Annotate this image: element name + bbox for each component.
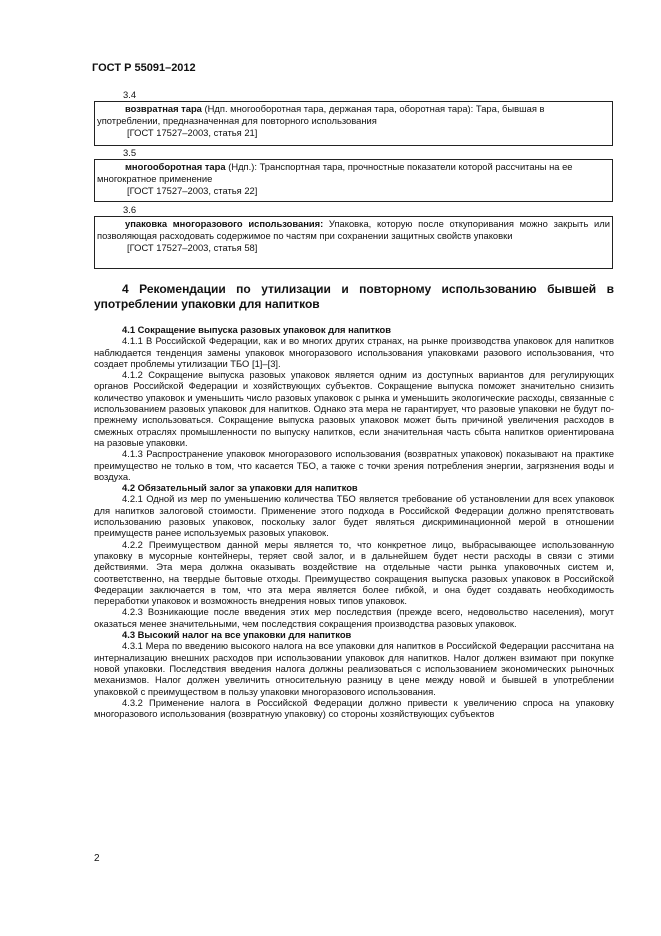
section-title: 4 Рекомендации по утилизации и повторному использованию бывшей в употреблении упаковки для напитков bbox=[94, 282, 614, 311]
term-number: 3.5 bbox=[123, 147, 137, 158]
term-number: 3.4 bbox=[123, 89, 137, 100]
paragraph: 4.3.1 Мера по введению высокого налога на все упаковки для напитков в Российской Федерации рассчитана на интернализацию внешних расходов при использовании упаковок для напитков. Налог должен взимают при покупке новой упаковки. Последствия введения налога должны реализоваться с использованием экономических рыночных механизмов. Налог должен увеличить относительную разницу в цене между новой и бывшей в употреблении упаковкой с преимуществом в пользу упаковки многоразового использования. bbox=[94, 640, 614, 697]
paragraph: 4.2.3 Возникающие после введения этих мер последствия (прежде всего, недовольство населения), могут оказаться менее значительными, чем последствия сокращения производства разовых упаковок. bbox=[94, 606, 614, 629]
document-id-header: ГОСТ Р 55091–2012 bbox=[92, 62, 196, 74]
term-reference: [ГОСТ 17527–2003, статья 21] bbox=[127, 127, 258, 139]
paragraph: 4.1.1 В Российской Федерации, как и во многих других странах, на рынке производства упаковок для напитков наблюдается тенденция замены упаковок многоразового использования упаковками разового использования, что создает проблемы утилизации ТБО [1]–[3]. bbox=[94, 335, 614, 369]
paragraph: 4.1.2 Сокращение выпуска разовых упаковок является одним из доступных вариантов для регулирующих органов Российской Федерации и хозяйствующих субъектов. Сокращение выпуска поможет значительно снизить количество упаковок и уменьшить число разовых упаковок с рынка и уменьшить экологические расходы, связанные с использованием разовых упаковок для напитков. Однако эта мера не гарантирует, что разовые упаковки не будут по-прежнему использоваться. Сокращение выпуска разовых упаковок может быть причиной увеличения расходов в смежных отраслях промышленности по выпуску напитков, если значительная часть сбыта напитков ориентирована на разовые упаковки. bbox=[94, 369, 614, 448]
subsection-heading: 4.3 Высокий налог на все упаковки для напитков bbox=[122, 629, 352, 641]
term-definition-box bbox=[94, 159, 613, 202]
term-name: возвратная тара bbox=[125, 103, 202, 114]
term-definition-text: Упаковка, которую после откупоривания можно закрыть или позволяющая расходовать содержимое по частям при сохранении защитных свойств упаковки bbox=[97, 218, 610, 242]
term-name: многооборотная тара bbox=[125, 161, 226, 172]
body-text bbox=[94, 324, 614, 719]
term-reference: [ГОСТ 17527–2003, статья 58] bbox=[127, 242, 258, 254]
term-definition-text: (Ндп.): Транспортная тара, прочностные показатели которой рассчитаны на ее многократное применение bbox=[97, 161, 573, 185]
term-definition bbox=[97, 218, 610, 242]
term-definition-box bbox=[94, 216, 613, 269]
paragraph: 4.2.2 Преимуществом данной меры является то, что конкретное лицо, выбрасывающее использованную упаковку в мусорные контейнеры, теряет свой залог, и в дальнейшем будет нести расходы в связи с этими действиями. Эта мера должна оказывать воздействие на отдельные части рынка упаковочных систем и, соответственно, на твердые бытовые отходы. Преимущество сокращения выпуска разовых упаковок в Российской Федерации заключается в том, что эта мера является более гибкой, и она будет создавать необходимость переработки упаковок и возможность внедрения новых типов упаковок. bbox=[94, 538, 614, 607]
paragraph: 4.1.3 Распространение упаковок многоразового использования (возвратных упаковок) показывают на практике преимущество не только в том, что касается ТБО, а также с точки зрения потребления энергии, загрязнения воды и воздуха. bbox=[94, 448, 614, 482]
page-number: 2 bbox=[94, 853, 100, 864]
term-definition bbox=[97, 103, 610, 127]
subsection-heading: 4.2 Обязательный залог за упаковки для напитков bbox=[122, 482, 358, 494]
term-definition-box bbox=[94, 101, 613, 146]
subsection-heading: 4.1 Сокращение выпуска разовых упаковок для напитков bbox=[122, 324, 392, 335]
term-definition-text: (Ндп. многооборотная тара, держаная тара, оборотная тара): Тара, бывшая в употреблении, предназначенная для повторного использования bbox=[97, 103, 545, 127]
term-number: 3.6 bbox=[123, 204, 137, 215]
paragraph: 4.3.2 Применение налога в Российской Федерации должно привести к увеличению спроса на упаковку многоразового использования (возвратную упаковку) со стороны хозяйствующих субъектов bbox=[94, 696, 614, 720]
term-name: упаковка многоразового использования: bbox=[125, 218, 324, 229]
term-reference: [ГОСТ 17527–2003, статья 22] bbox=[127, 185, 258, 197]
term-definition bbox=[97, 161, 610, 185]
paragraph: 4.2.1 Одной из мер по уменьшению количества ТБО является требование об установлении для всех упаковок для напитков залоговой стоимости. Применение этого подхода в Российской Федерации должно препятствовать использованию разовых упаковок, поскольку залог будет являться дискриминационной мерой в отношении преимуществ ранее используемых разовых упаковок. bbox=[94, 493, 614, 539]
